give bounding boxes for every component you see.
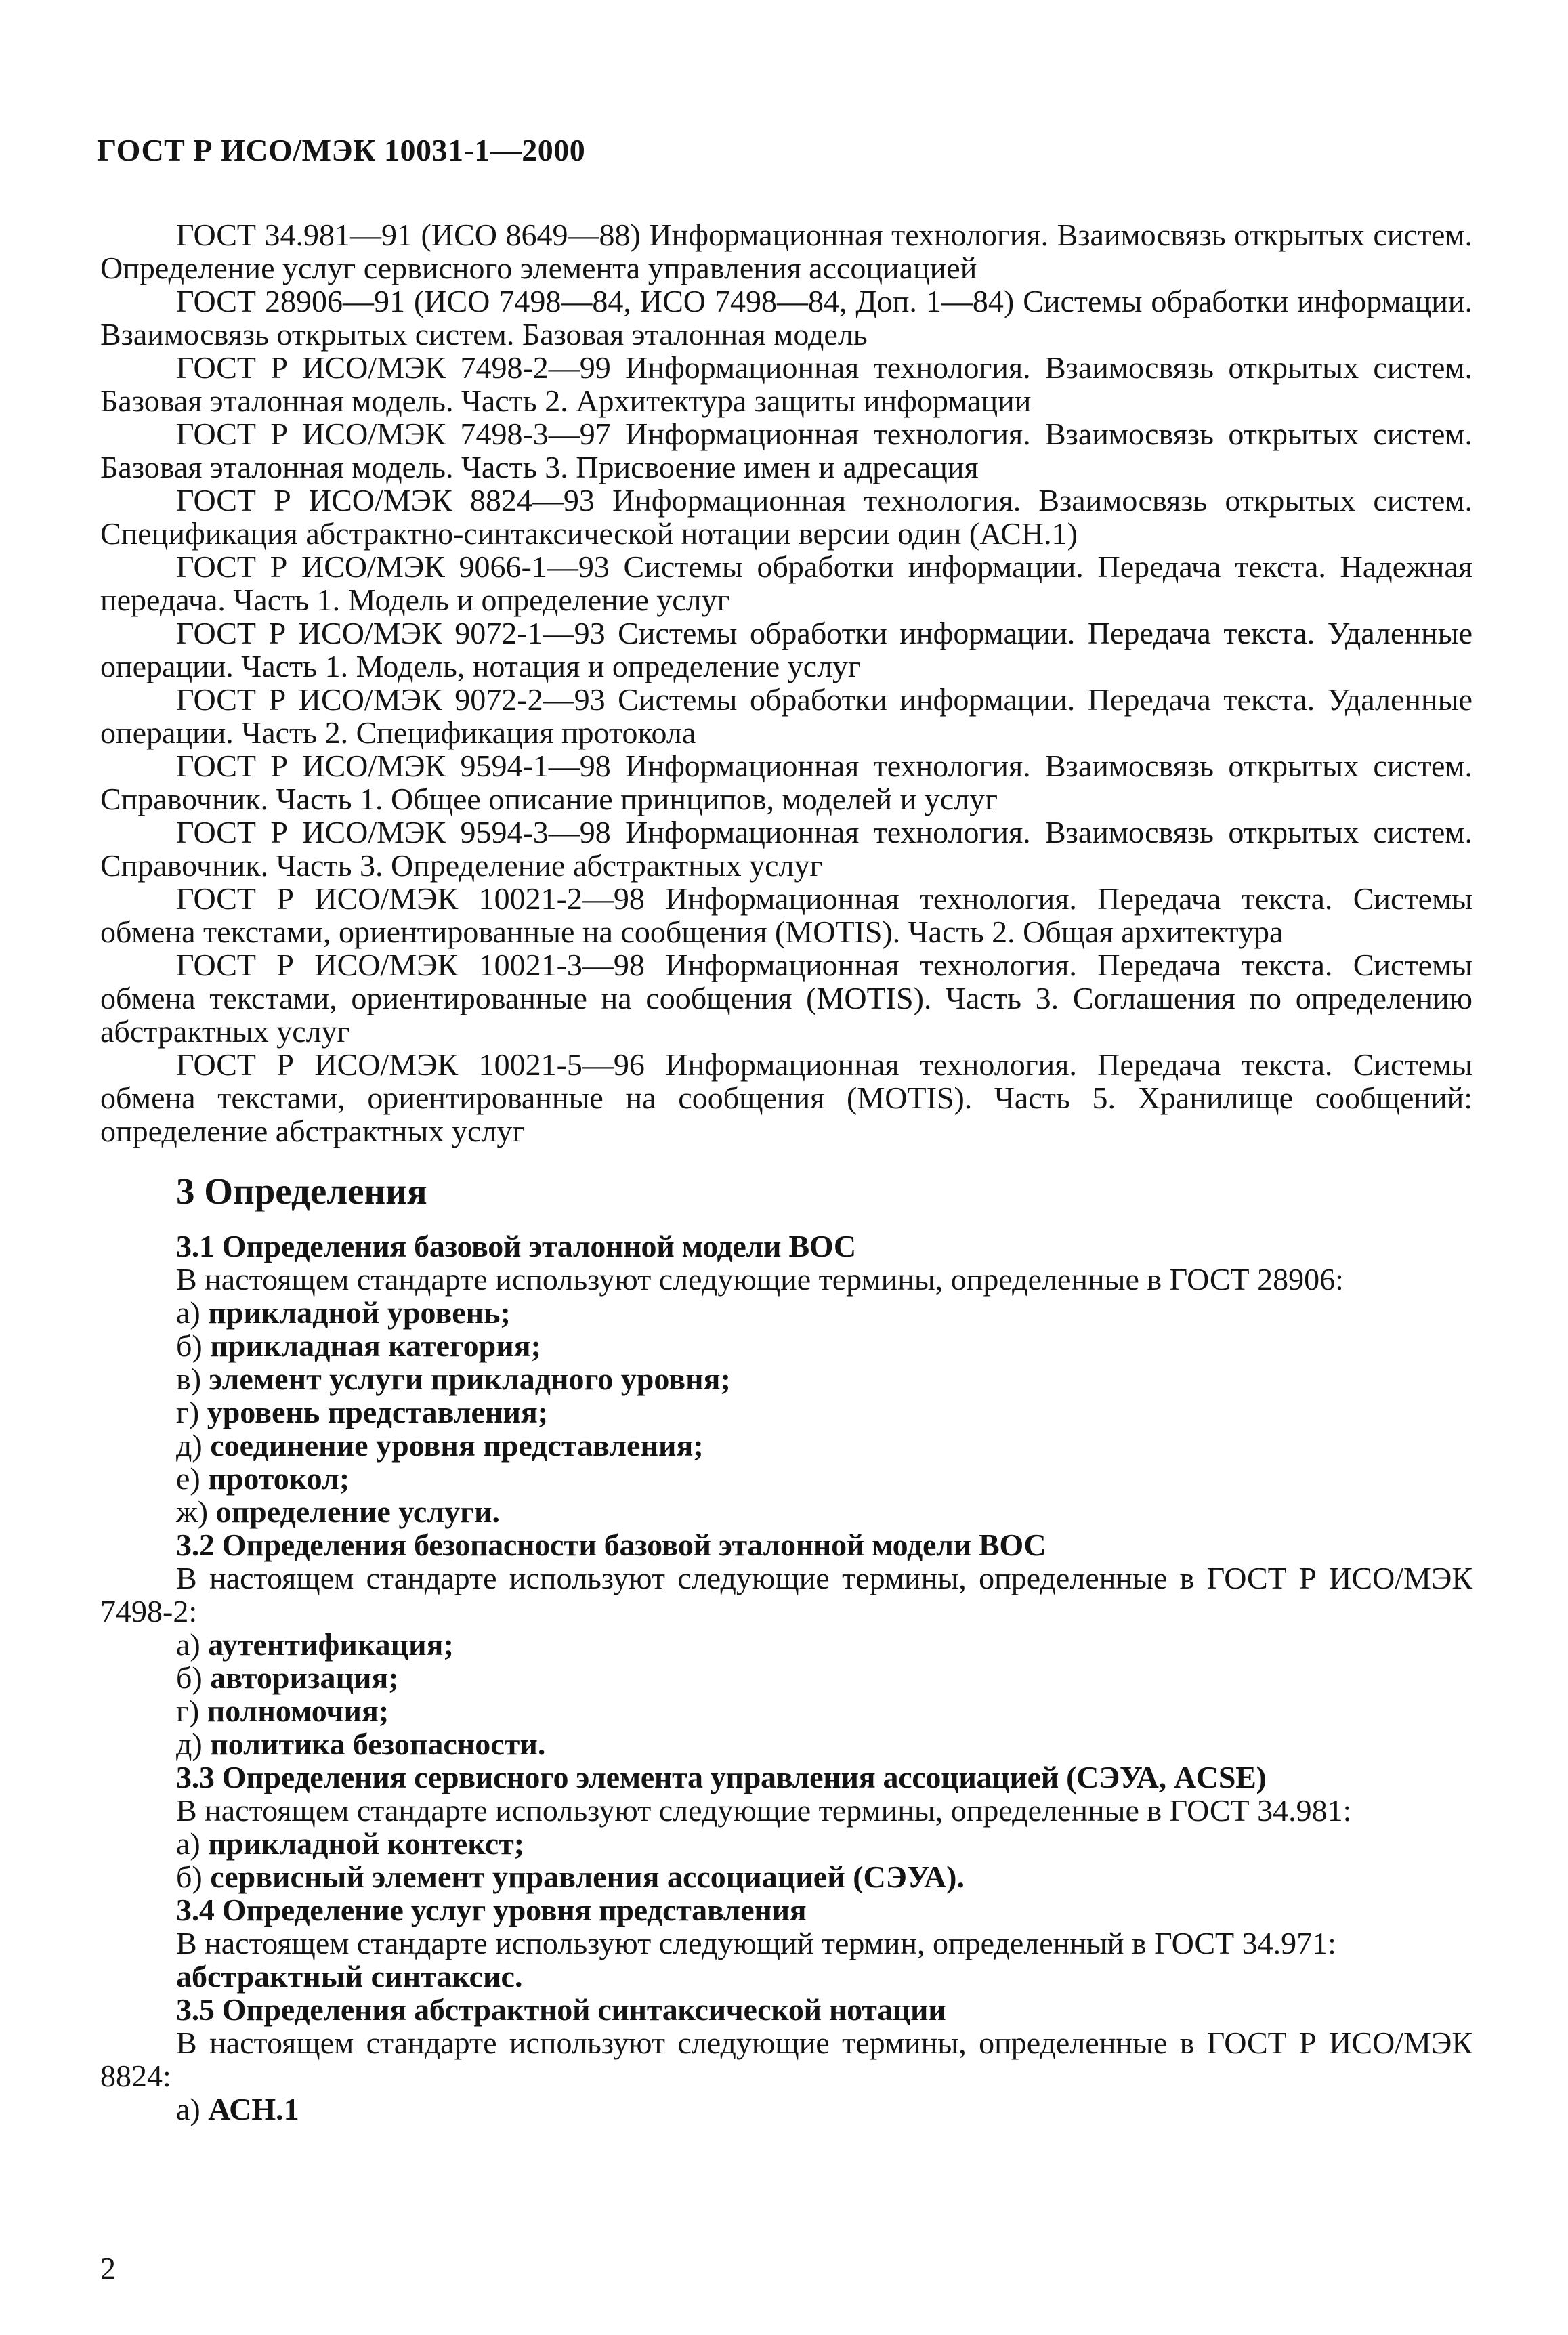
page-number: 2	[100, 2251, 116, 2286]
list-marker: б)	[176, 1859, 203, 1894]
subsection-intro: В настоящем стандарте используют следующие термины, определенные в ГОСТ 28906:	[176, 1262, 1344, 1297]
term: политика безопасности.	[210, 1727, 546, 1761]
term: абстрактный синтаксис.	[176, 1959, 523, 1994]
list-item	[100, 1362, 1472, 1395]
list-marker: д)	[176, 1727, 203, 1761]
term: протокол;	[208, 1461, 350, 1496]
reference-item: ГОСТ Р ИСО/МЭК 9066-1—93 Системы обработки информации. Передача текста. Надежная передача. Часть 1. Модель и определение услуг	[100, 549, 1472, 617]
term: соединение уровня представления;	[210, 1428, 704, 1463]
list-marker: в)	[176, 1362, 202, 1396]
reference-item: ГОСТ Р ИСО/МЭК 10021-3—98 Информационная технология. Передача текста. Системы обмена текстами, ориентированные на сообщения (MOTIS). Часть 3. Соглашения по определению абстрактных услуг	[100, 948, 1472, 1049]
subsection-heading: 3.5 Определения абстрактной синтаксической нотации	[176, 1992, 946, 2027]
list-marker: б)	[176, 1660, 203, 1695]
reference-item: ГОСТ Р ИСО/МЭК 9594-1—98 Информационная технология. Взаимосвязь открытых систем. Справочник. Часть 1. Общее описание принципов, моделей и услуг	[100, 749, 1472, 816]
subsection-heading: 3.2 Определения безопасности базовой эталонной модели ВОС	[176, 1528, 1046, 1562]
list-item	[100, 1628, 1472, 1661]
list-item	[100, 2092, 1472, 2126]
term: АСН.1	[208, 2092, 299, 2126]
subsection-intro: В настоящем стандарте используют следующие термины, определенные в ГОСТ Р ИСО/МЭК 8824:	[100, 2025, 1472, 2093]
subsection-heading: 3.3 Определения сервисного элемента управления ассоциацией (СЭУА, ACSE)	[176, 1760, 1267, 1794]
subsection-intro: В настоящем стандарте используют следующие термины, определенные в ГОСТ 34.981:	[176, 1793, 1352, 1828]
list-item	[100, 1495, 1472, 1528]
document-header: ГОСТ Р ИСО/МЭК 10031-1—2000	[97, 133, 586, 167]
reference-item: ГОСТ Р ИСО/МЭК 9072-2—93 Системы обработки информации. Передача текста. Удаленные операции. Часть 2. Спецификация протокола	[100, 682, 1472, 750]
list-marker: а)	[176, 1826, 200, 1861]
reference-item: ГОСТ Р ИСО/МЭК 10021-5—96 Информационная технология. Передача текста. Системы обмена текстами, ориентированные на сообщения (MOTIS). Часть 5. Хранилище сообщений: определение абстрактных услуг	[100, 1047, 1472, 1148]
list-item	[100, 1694, 1472, 1727]
term: полномочия;	[207, 1694, 389, 1728]
list-item	[100, 1827, 1472, 1860]
list-marker: а)	[176, 2092, 200, 2126]
reference-item: ГОСТ Р ИСО/МЭК 7498-3—97 Информационная технология. Взаимосвязь открытых систем. Базовая эталонная модель. Часть 3. Присвоение имен и адресация	[100, 417, 1472, 484]
list-item	[100, 1395, 1472, 1429]
definitions-section	[100, 1229, 1472, 2126]
list-marker: д)	[176, 1428, 203, 1463]
list-item	[100, 1429, 1472, 1462]
reference-item: ГОСТ Р ИСО/МЭК 9072-1—93 Системы обработки информации. Передача текста. Удаленные операции. Часть 1. Модель, нотация и определение услуг	[100, 616, 1472, 683]
list-item	[100, 1727, 1472, 1761]
list-item	[100, 1462, 1472, 1495]
list-item	[100, 1329, 1472, 1362]
list-marker: б)	[176, 1328, 203, 1363]
subsection-intro: В настоящем стандарте используют следующие термины, определенные в ГОСТ Р ИСО/МЭК 7498-2:	[100, 1561, 1472, 1628]
list-marker: г)	[176, 1395, 200, 1429]
term: прикладной контекст;	[208, 1826, 525, 1861]
list-item	[100, 1860, 1472, 1893]
list-marker: е)	[176, 1461, 200, 1496]
list-item	[100, 1661, 1472, 1694]
subsection-heading: 3.1 Определения базовой эталонной модели ВОС	[176, 1229, 856, 1263]
reference-item: ГОСТ Р ИСО/МЭК 10021-2—98 Информационная технология. Передача текста. Системы обмена текстами, ориентированные на сообщения (MOTIS). Часть 2. Общая архитектура	[100, 881, 1472, 949]
section-title: 3 Определения	[176, 1171, 427, 1212]
list-marker: г)	[176, 1694, 200, 1728]
term: авторизация;	[210, 1660, 399, 1695]
list-marker: а)	[176, 1295, 200, 1330]
list-item	[100, 1296, 1472, 1329]
term: прикладная категория;	[210, 1328, 541, 1363]
term: прикладной уровень;	[208, 1295, 511, 1330]
normative-references	[100, 218, 1472, 1148]
list-marker: ж)	[176, 1494, 209, 1529]
list-marker: а)	[176, 1627, 200, 1662]
term: элемент услуги прикладного уровня;	[209, 1362, 731, 1396]
reference-item: ГОСТ 28906—91 (ИСО 7498—84, ИСО 7498—84, Доп. 1—84) Системы обработки информации. Взаимосвязь открытых систем. Базовая эталонная модель	[100, 284, 1472, 352]
term: уровень представления;	[207, 1395, 549, 1429]
reference-item: ГОСТ Р ИСО/МЭК 9594-3—98 Информационная технология. Взаимосвязь открытых систем. Справочник. Часть 3. Определение абстрактных услуг	[100, 815, 1472, 883]
subsection-heading: 3.4 Определение услуг уровня представления	[176, 1893, 807, 1927]
reference-item: ГОСТ Р ИСО/МЭК 7498-2—99 Информационная технология. Взаимосвязь открытых систем. Базовая эталонная модель. Часть 2. Архитектура защиты информации	[100, 350, 1472, 418]
reference-item: ГОСТ Р ИСО/МЭК 8824—93 Информационная технология. Взаимосвязь открытых систем. Спецификация абстрактно-синтаксической нотации версии один (АСН.1)	[100, 483, 1472, 551]
term: определение услуги.	[215, 1494, 501, 1529]
subsection-intro: В настоящем стандарте используют следующий термин, определенный в ГОСТ 34.971:	[176, 1926, 1336, 1960]
term: сервисный элемент управления ассоциацией (СЭУА).	[210, 1859, 965, 1894]
term: аутентификация;	[208, 1627, 454, 1662]
reference-item: ГОСТ 34.981—91 (ИСО 8649—88) Информационная технология. Взаимосвязь открытых систем. Определение услуг сервисного элемента управления ассоциацией	[100, 217, 1472, 285]
